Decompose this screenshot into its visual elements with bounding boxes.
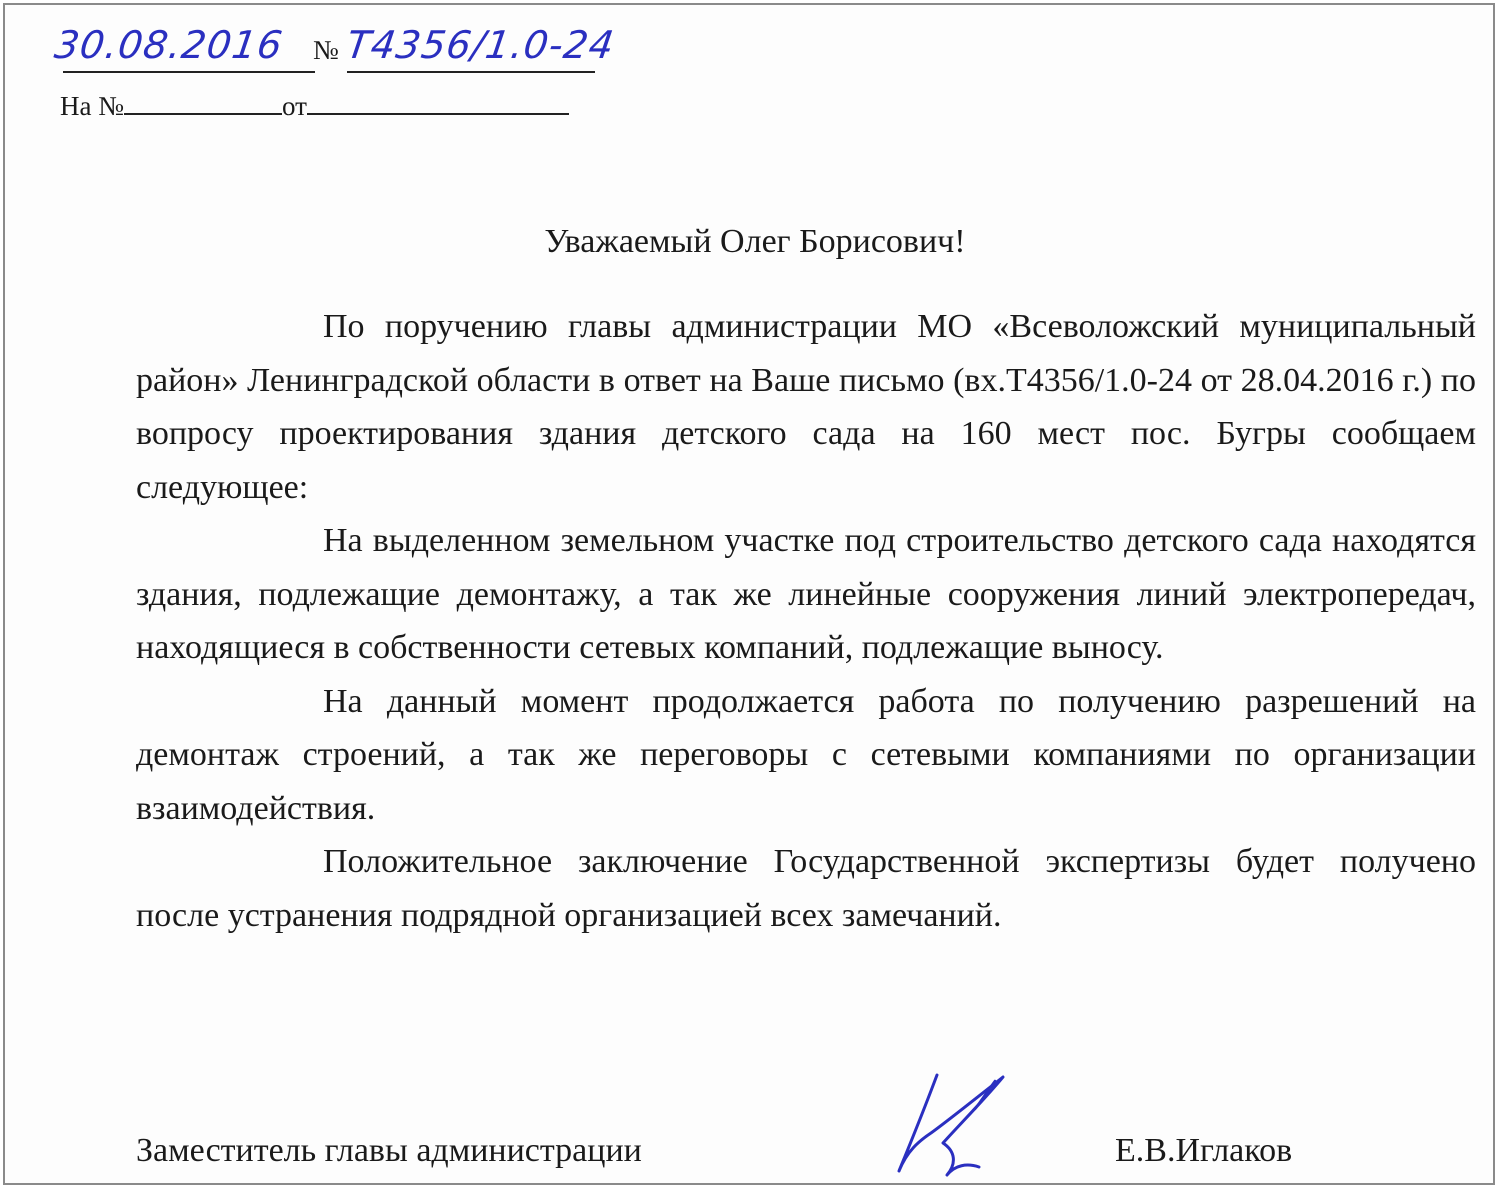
reply-reference-line bbox=[60, 91, 569, 122]
body-paragraph: На выделенном земельном участке под строительство детского сада находятся здания, подлежащие демонтажу, а так же линейные сооружения линий электропередач, находящиеся в собственности сетевых компаний, подлежащие выносу. bbox=[136, 522, 1476, 666]
greeting: Уважаемый Олег Борисович! bbox=[544, 223, 966, 260]
registration-number: T4356/1.0-24 bbox=[343, 23, 618, 67]
signatory-name: Е.В.Иглаков bbox=[1115, 1132, 1293, 1169]
registration-date: 30.08.2016 bbox=[51, 23, 286, 67]
signatory-title: Заместитель главы администрации bbox=[136, 1132, 642, 1169]
reply-to-label: На № bbox=[60, 91, 124, 121]
reply-from-blank bbox=[307, 91, 569, 115]
body-paragraph: На данный момент продолжается работа по получению разрешений на демонтаж строений, а так же переговоры с сетевыми компаниями по организации взаимодействия. bbox=[136, 682, 1476, 827]
registration-number-underline bbox=[347, 71, 595, 73]
reply-from-label: от bbox=[282, 91, 307, 121]
body-paragraph: Положительное заключение Государственной экспертизы будет получено после устранения подрядной организацией всех замечаний. bbox=[136, 843, 1476, 934]
letter-page bbox=[3, 3, 1495, 1185]
registration-number-label: № bbox=[313, 35, 339, 65]
handwritten-signature bbox=[885, 1067, 1015, 1179]
reply-to-blank bbox=[124, 91, 282, 115]
registration-date-underline bbox=[63, 71, 315, 73]
letter-body bbox=[136, 300, 1476, 942]
body-paragraph: По поручению главы администрации МО «Всеволожский муниципальный район» Ленинградской области в ответ на Ваше письмо (вх.Т4356/1.0-24 от 28.04.2016 г.) по вопросу проектирования здания детского сада на 160 мест пос. Бугры сообщаем следующее: bbox=[136, 308, 1476, 506]
